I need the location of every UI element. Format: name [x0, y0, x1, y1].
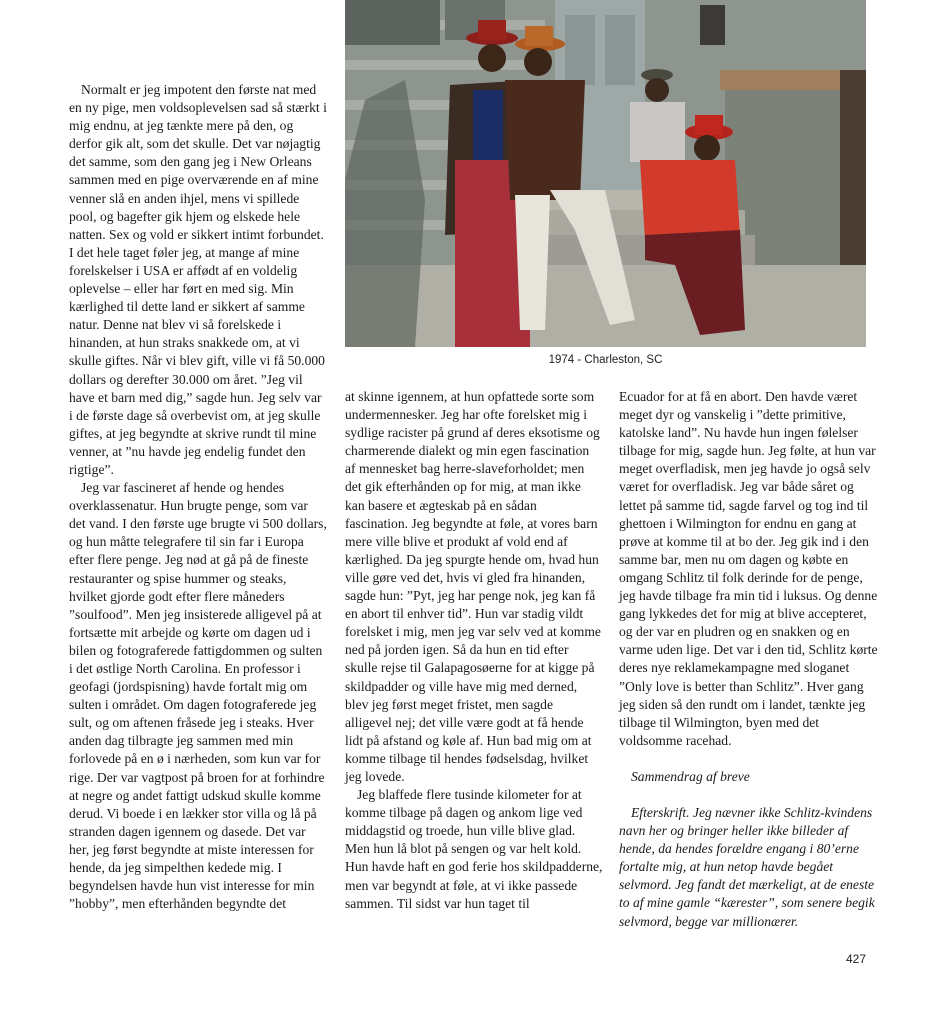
paragraph: Jeg var fascineret af hende og hendes overklassenatur. Hun brugte penge, som var det vand. I den første uge brugte vi 500 dollars, og hun måtte telegrafere til sin far i Europa efter flere penge. Jeg nød at gå på de fineste restauranter og spise hummer og steaks, hvilket gjorde godt efter flere måneders ”soulfood”. Men jeg insisterede alligevel på at fortsætte mit arbejde og kørte om dagen ud i bilen og fotograferede fattigdommen og sulten i det østlige North Carolina. En professor i geofagi (jordspisning) havde fortalt mig om sulten i området. Om dagen fotograferede jeg sult, og om aftenen fråsede jeg i steaks. Hver anden dag tilbragte jeg sammen med min forlovede på en ø i nærheden, som kun var for rige. Der var vagtpost på broen for at forhindre at negre og andet fattigt udskud skulle komme derud. Vi boede i en lækker stor villa og lå på stranden dagen igennem og dasede. Det var her, jeg først begyndte at miste interessen for hende, da jeg simpelthen kedede mig. I begyndelsen havde hun vist interesse for min ”hobby”, men efterhånden begyndte det: [69, 480, 327, 912]
paragraph: Normalt er jeg impotent den første nat med en ny pige, men voldsoplevelsen sad så stærkt i mig endnu, at jeg tænkte mere på den, og derfor gik alt, som det skulle. Det var nøjagtig det samme, som den gang jeg i New Orleans sammen med en pige overværende en af mine venner slå en anden ihjel, mens vi spillede pool, og bagefter gik hjem og elskede hele natten. Sex og vold er sikkert intimt forbundet. I det hele taget føler jeg, at mange af mine forelskelser i USA er affødt af en voldelig oplevelse – eller har ført en med sig. Min kærlighed til dette land er sikkert af samme natur. Denne nat blev vi så forelskede i hinanden, at hun straks snakkede om, at vi skulle giftes. Når vi blev gift, ville vi få 50.000 dollars og derefter 30.000 om året. ”Jeg vil have et barn med dig,” sagde hun. Jeg selv var i de første dage så overbevist om, at jeg skulle giftes, at jeg begyndte at skrive rundt til mine venner, at ”nu havde jeg endelig fundet den rigtige”.: [69, 82, 327, 477]
postscript-paragraph: Efterskrift. Jeg nævner ikke Schlitz-kvindens navn her og bringer heller ikke billeder af hende, da hendes forældre engang i 80’erne fortalte mig, at hun netop havde begået selvmord. Jeg fandt det mærkeligt, at de eneste to af mine gamle “kærester”, som senere begik selvmord, begge var millionærer.: [619, 804, 875, 929]
section-heading: Sammendrag af breve: [631, 768, 750, 784]
text-column-2: [345, 388, 603, 913]
photo-caption: 1974 - Charleston, SC: [548, 354, 663, 366]
page-number: 427: [846, 952, 867, 966]
paragraph: at skinne igennem, at hun opfattede sorte som undermennesker. Jeg har ofte forelsket mig i sydlige racister på grund af deres eksotisme og charmerende dialekt og min egen fascination af mennesket bag herre-slaveforholdet; men det gik efterhånden op for mig, at man ikke kan basere et ægteskab på en sådan fascination. Jeg begyndte at føle, at vores barn mere ville blive et produkt af vold end af kærlighed. Da jeg spurgte hende om, hvad hun ville gøre ved det, hvis vi gled fra hinanden, sagde hun: ”Pyt, jeg har penge nok, jeg kan få en abort til enhver tid”. Hun var stadig vildt forelsket i mig, men jeg var selv ved at komme ned på jorden igen. Så da hun en tid efter skulle rejse til Galapagosøerne for at kigge på skildpadder og ville have mig med derned, blev jeg først meget fristet, men sagde alligevel nej; det ville være godt at få hende lidt på afstand og køle af. Hun bad mig om at komme tilbage til hendes fødselsdag, hvilket jeg lovede.: [345, 389, 601, 784]
street-photograph: [345, 0, 866, 347]
paragraph: Ecuador for at få en abort. Den havde været meget dyr og vanskelig i ”dette primitive, katolske land”. Nu havde hun ingen følelser tilbage for mig, sagde hun. Jeg følte, at hun var meget overfladisk, men jeg havde jo også selv været for overfladisk. Jeg var både såret og lettet på samme tid, sagde farvel og tog ind til ghettoen i Wilmington for endnu en gang at prøve at komme til at bo der. Jeg gik ind i den samme bar, men nu om dagen og købte en omgang Schlitz til folk derinde for de penge, jeg havde tilbage fra min tid i luksus. Og denne gang lykkedes det for mig at blive accepteret, og der var en pludren og en snakken og en varme uden lige. Det var i den tid, Schlitz kørte deres nye reklamekampagne med sloganet ”Only love is better than Schlitz”. Hver gang jeg siden så den rundt om i landet, tænkte jeg tilbage til Wilmington, byen med det voldsomme racehad.: [619, 389, 878, 748]
paragraph: Jeg blaffede flere tusinde kilometer for at komme tilbage på dagen og ankom lige ved middagstid og troede, hun ville blive glad. Men hun lå blot på sengen og var helt kold. Hun havde haft en god ferie hos skildpadderne, men var begyndt at føle, at vi ikke passede sammen. Til sidst var hun taget til: [345, 787, 603, 911]
photo-illustration: [345, 0, 866, 347]
text-column-1: [69, 81, 327, 913]
text-column-3: [619, 388, 879, 931]
